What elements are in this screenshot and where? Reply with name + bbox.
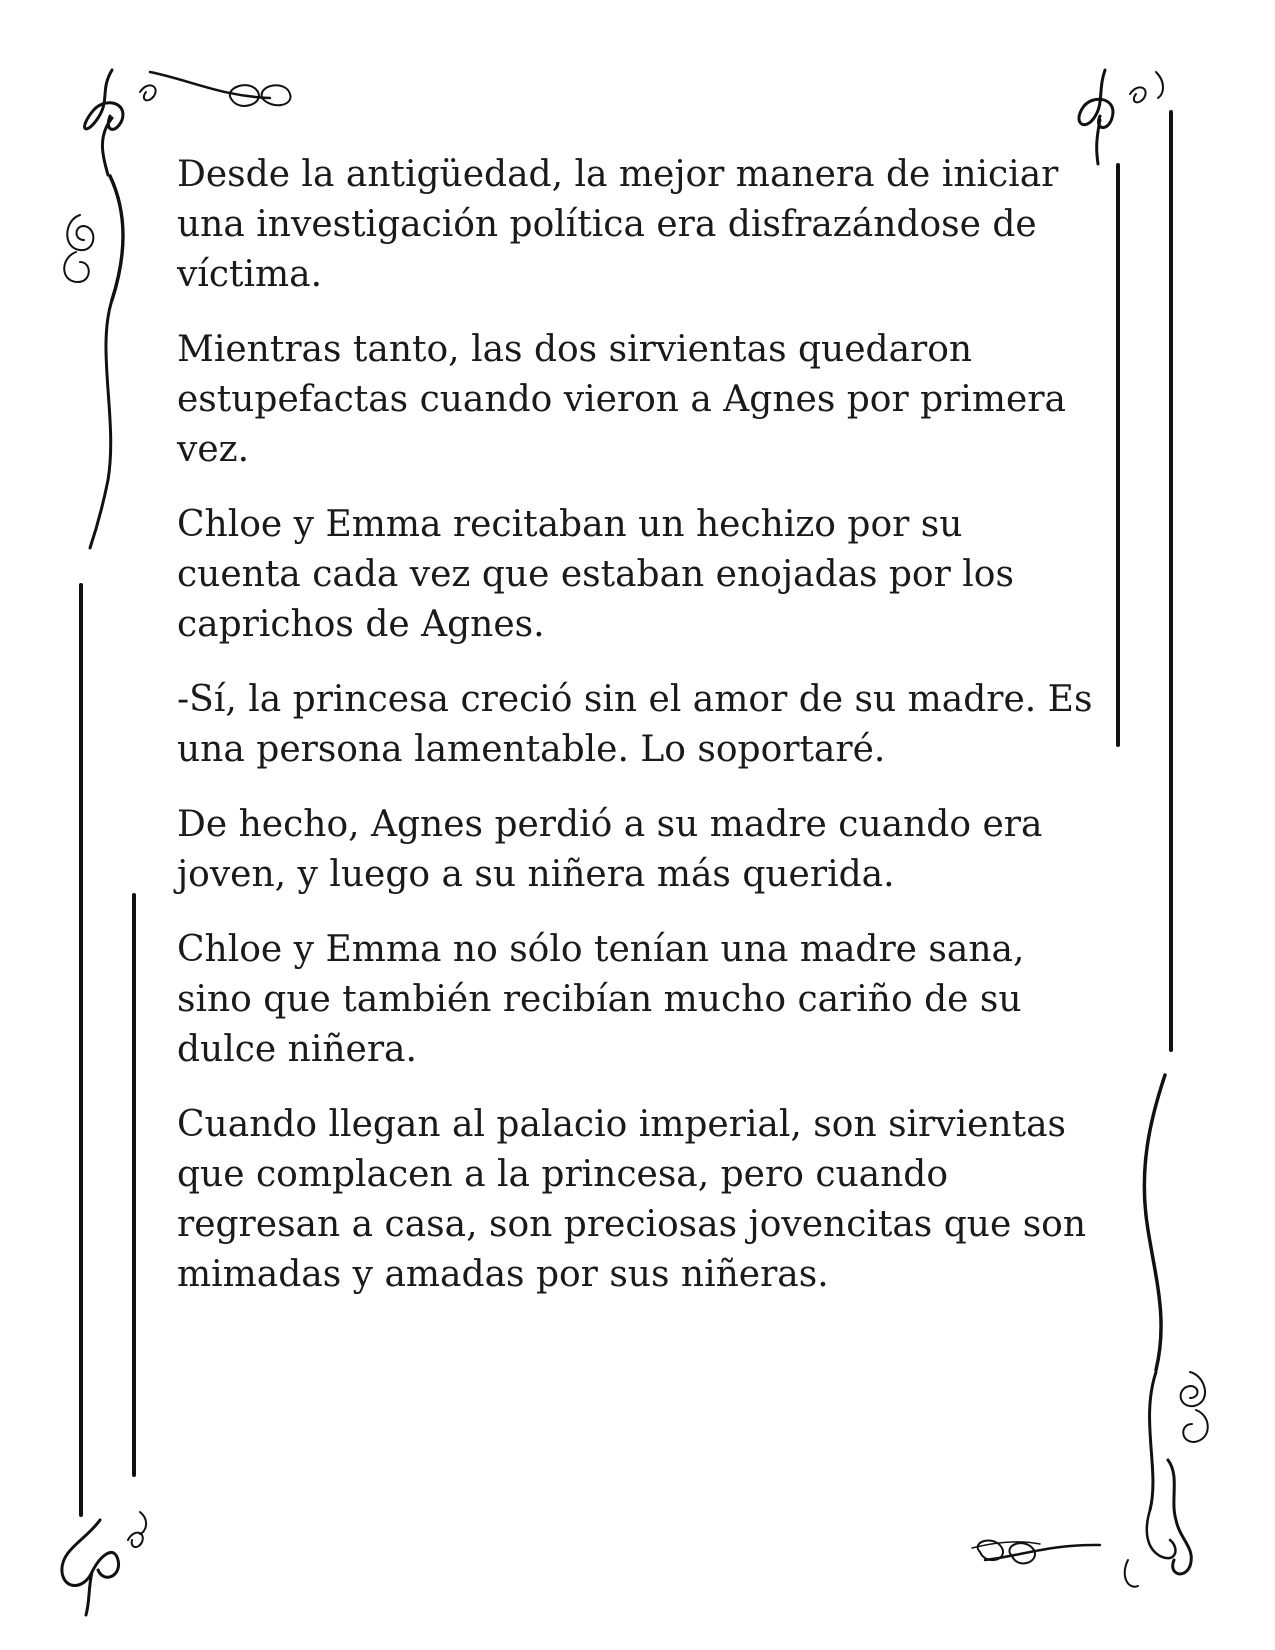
- paragraph-5: De hecho, Agnes perdió a su madre cuando era joven, y luego a su niñera más querida.: [177, 804, 1043, 895]
- document-body: [177, 150, 1097, 1325]
- paragraph-2: Mientras tanto, las dos sirvientas quedaron estupefactas cuando vieron a Agnes por primera vez.: [177, 329, 1067, 470]
- bottom-left-flourish: [62, 1512, 146, 1615]
- paragraph-4: -Sí, la princesa creció sin el amor de su madre. Es una persona lamentable. Lo soportaré.: [177, 679, 1093, 770]
- paragraph-7: Cuando llegan al palacio imperial, son sirvientas que complacen a la princesa, pero cuando regresan a casa, son preciosas jovencitas que son mimadas y amadas por sus niñeras.: [177, 1104, 1087, 1295]
- paragraph-1: Desde la antigüedad, la mejor manera de iniciar una investigación política era disfrazándose de víctima.: [177, 154, 1059, 295]
- paragraph-6: Chloe y Emma no sólo tenían una madre sana, sino que también recibían mucho cariño de su dulce niñera.: [177, 929, 1025, 1070]
- paragraph-3: Chloe y Emma recitaban un hechizo por su cuenta cada vez que estaban enojadas por los caprichos de Agnes.: [177, 504, 1014, 645]
